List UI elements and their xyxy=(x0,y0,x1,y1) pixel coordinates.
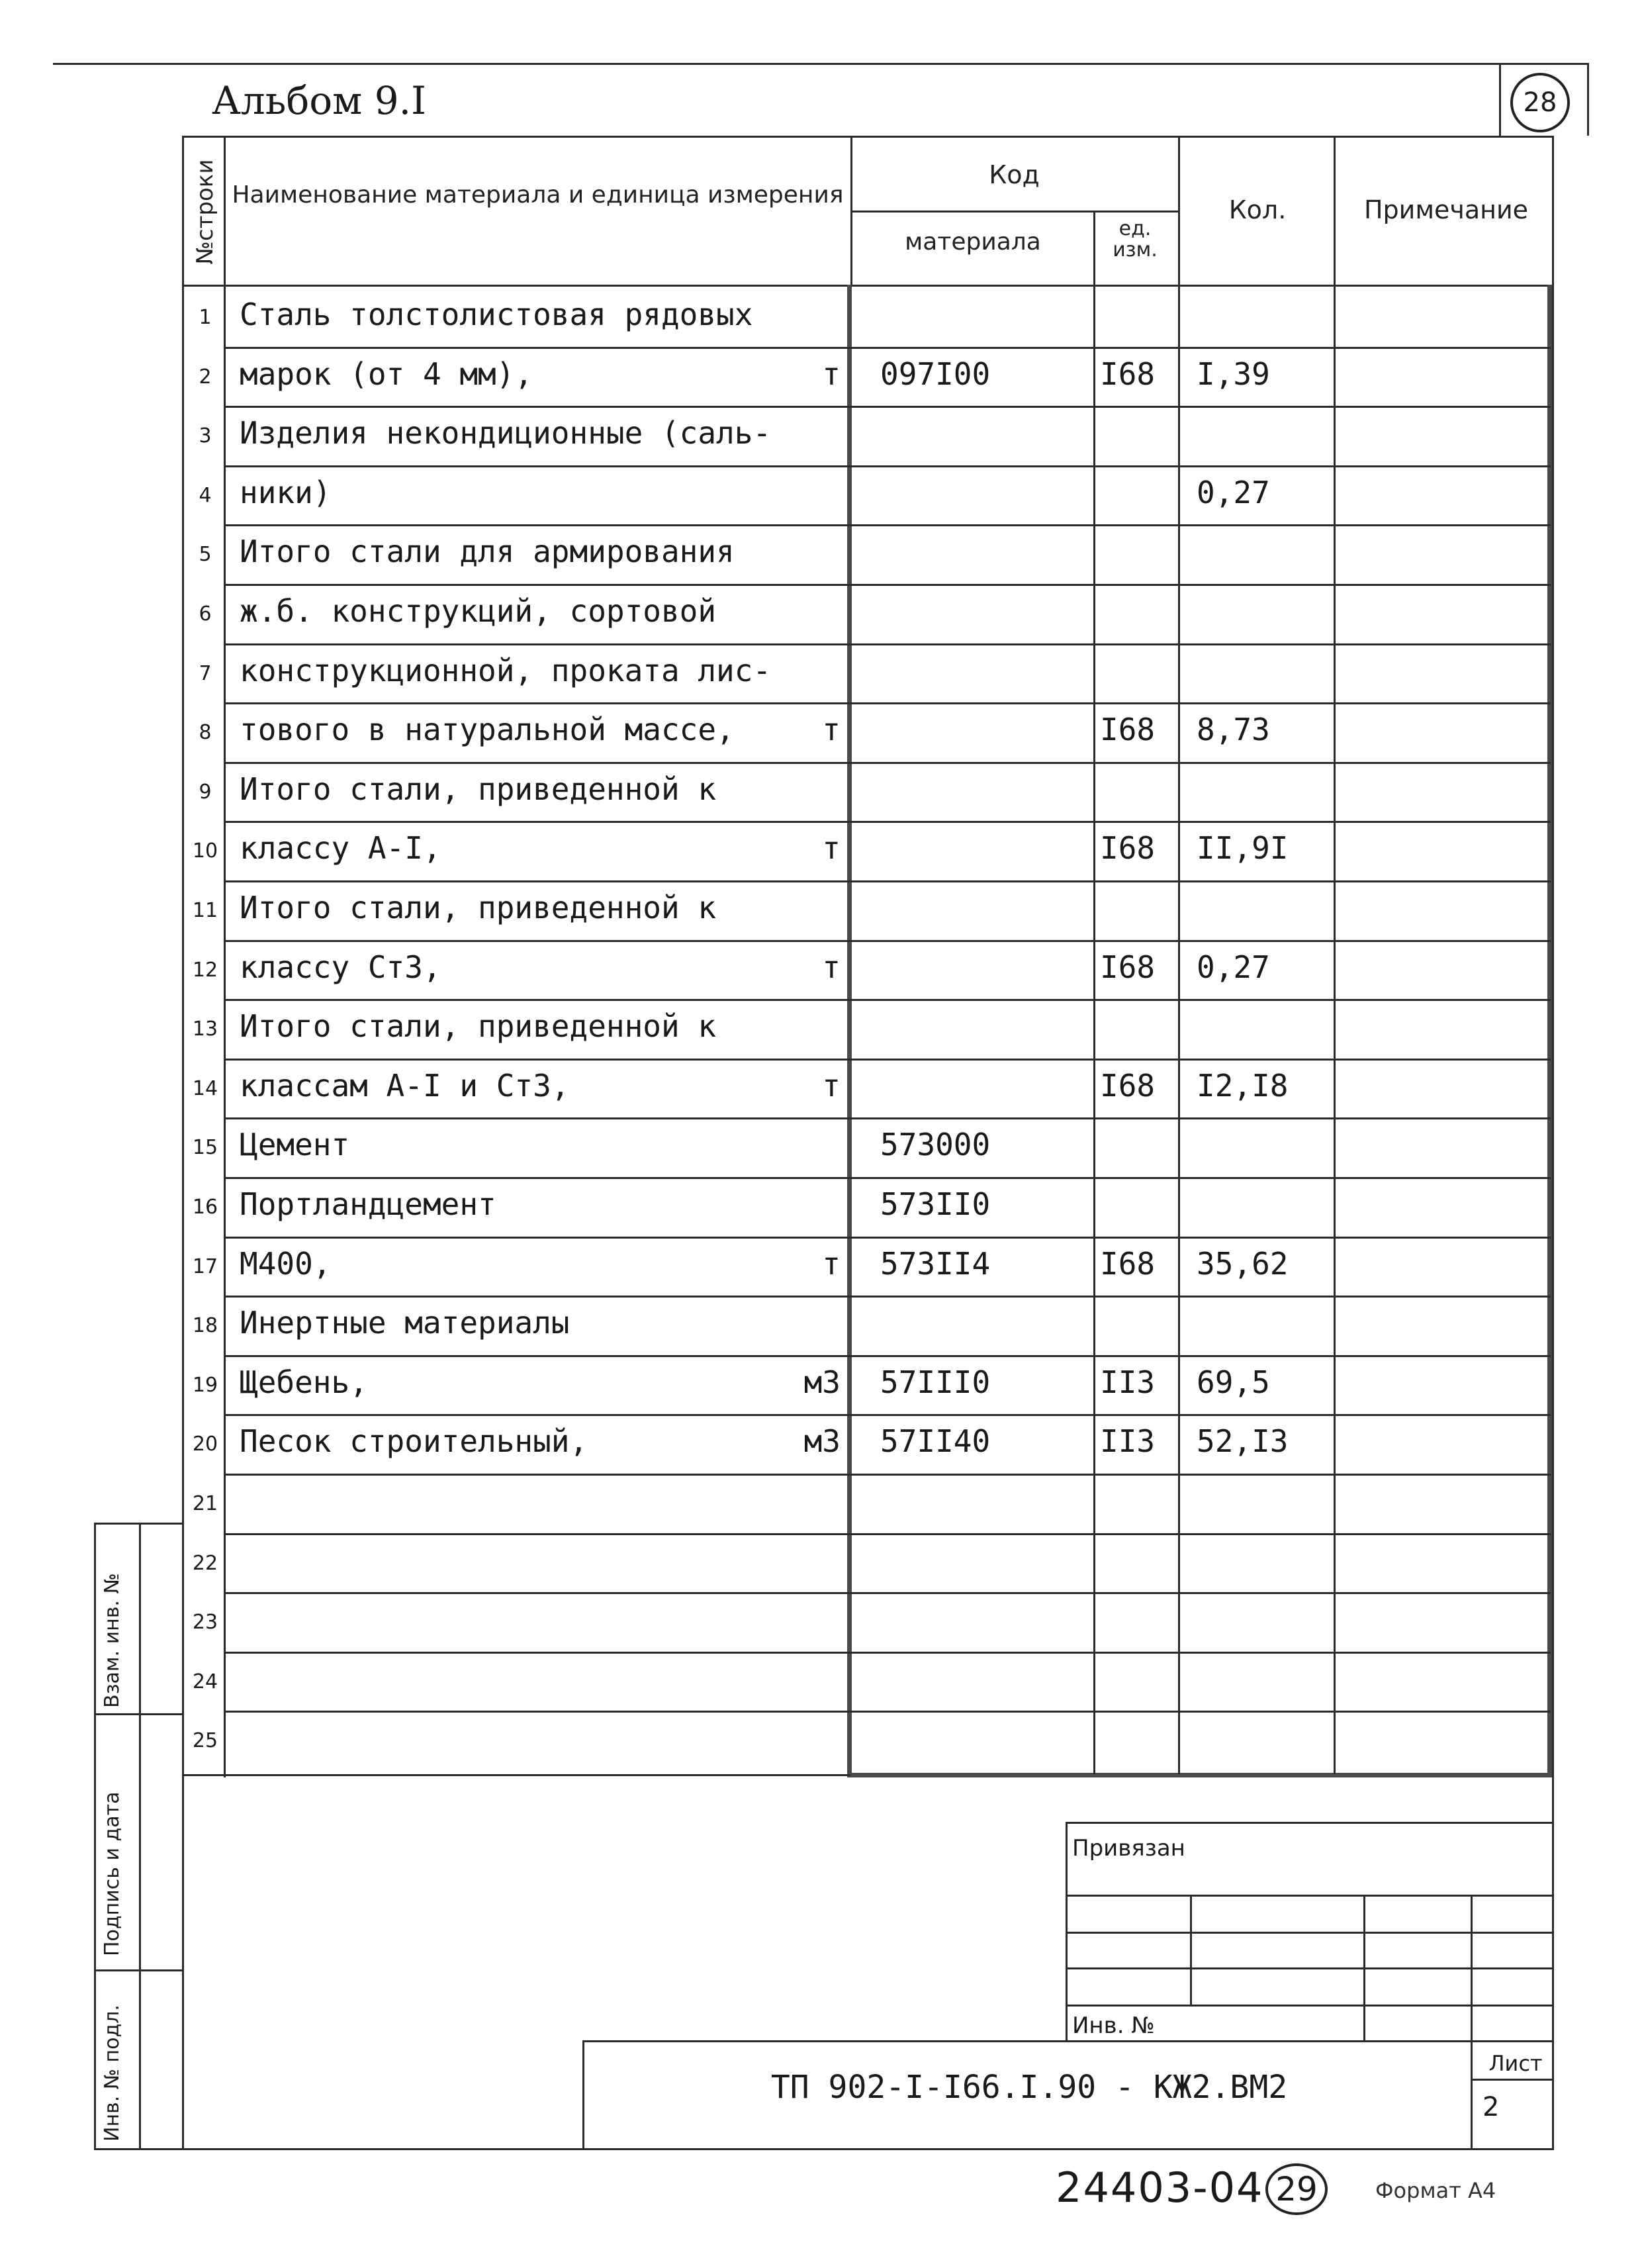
row-number: 18 xyxy=(192,1314,218,1338)
sheet-number-circle: 28 xyxy=(1510,73,1570,132)
unit-label: м3 xyxy=(803,1423,841,1460)
unit-label: м3 xyxy=(803,1364,841,1400)
header-note: Примечание xyxy=(1363,195,1529,224)
material-name: тового в натуральной массе, xyxy=(240,712,735,748)
row-number: 8 xyxy=(199,721,212,745)
row-divider xyxy=(224,940,1551,942)
row-number: 14 xyxy=(192,1076,218,1100)
row-number: 3 xyxy=(199,424,212,448)
row-divider xyxy=(224,1355,1551,1357)
quantity-value: 35,62 xyxy=(1197,1245,1289,1282)
material-code: 57III0 xyxy=(880,1364,991,1400)
material-name: Итого стали, приведенной к xyxy=(240,771,717,807)
unit-code: I68 xyxy=(1100,949,1156,985)
row-divider xyxy=(224,584,1551,586)
unit-label: т xyxy=(822,949,841,985)
sheet-label: Лист xyxy=(1488,2051,1543,2076)
unit-label: т xyxy=(822,1067,841,1104)
header-unit-code: ед. изм. xyxy=(1113,217,1158,261)
quantity-value: I,39 xyxy=(1197,355,1270,392)
row-divider xyxy=(224,999,1551,1001)
header-code: Код xyxy=(989,160,1040,189)
document-code: ТП 902-I-I66.I.90 - КЖ2.ВМ2 xyxy=(770,2069,1288,2106)
stamp-inv-label: Инв. № xyxy=(1072,2012,1155,2039)
row-divider xyxy=(224,821,1551,823)
row-number: 5 xyxy=(199,543,212,567)
row-number: 15 xyxy=(192,1136,218,1160)
material-name: Песок строительный, xyxy=(240,1423,588,1460)
row-divider xyxy=(224,1059,1551,1061)
row-number: 1 xyxy=(199,306,212,329)
material-name: Сталь толстолистовая рядовых xyxy=(240,297,753,332)
row-divider xyxy=(224,524,1551,526)
row-number: 22 xyxy=(192,1551,218,1575)
row-number: 6 xyxy=(199,602,212,626)
material-code: 573II4 xyxy=(880,1245,991,1282)
row-divider xyxy=(224,643,1551,645)
row-number: 9 xyxy=(199,780,212,804)
material-name: Итого стали, приведенной к xyxy=(240,1008,717,1045)
row-divider xyxy=(224,347,1551,349)
row-number: 21 xyxy=(192,1492,218,1515)
row-divider xyxy=(224,406,1551,408)
archive-number: 24403-04 xyxy=(1056,2163,1264,2212)
material-code: 57II40 xyxy=(880,1423,991,1460)
row-number: 13 xyxy=(192,1017,218,1041)
material-name: Итого стали для армирования xyxy=(240,534,735,570)
row-number: 19 xyxy=(192,1373,218,1397)
material-name: марок (от 4 мм), xyxy=(240,355,533,392)
quantity-value: 69,5 xyxy=(1197,1364,1270,1400)
side-label-signature-date: Подпись и дата xyxy=(101,1791,124,1956)
row-divider xyxy=(224,1592,1551,1594)
material-name: Инертные материалы xyxy=(240,1305,570,1341)
unit-code: I68 xyxy=(1100,1067,1156,1104)
material-name: ж.б. конструкций, сортовой xyxy=(240,593,717,629)
row-divider xyxy=(224,1237,1551,1239)
unit-label: т xyxy=(822,830,841,867)
row-number: 24 xyxy=(192,1670,218,1693)
row-divider xyxy=(224,880,1551,882)
material-code: 573II0 xyxy=(880,1186,991,1222)
material-name: ники) xyxy=(240,474,332,510)
quantity-value: 52,I3 xyxy=(1197,1423,1289,1460)
row-number: 20 xyxy=(192,1433,218,1456)
unit-label: т xyxy=(822,712,841,748)
side-label-replace-inv: Взам. инв. № xyxy=(101,1573,124,1708)
unit-code: I68 xyxy=(1100,712,1156,748)
row-number: 4 xyxy=(199,483,212,507)
row-divider xyxy=(224,1711,1551,1713)
format-label: Формат А4 xyxy=(1375,2178,1496,2203)
row-divider xyxy=(224,1117,1551,1119)
row-number: 25 xyxy=(192,1729,218,1753)
side-label-original-inv: Инв. № подл. xyxy=(101,2005,124,2142)
header-material-code: материала xyxy=(905,228,1041,256)
row-number: 17 xyxy=(192,1254,218,1278)
row-divider xyxy=(224,702,1551,704)
material-name: классу Ст3, xyxy=(240,949,441,985)
album-title: Альбом 9.I xyxy=(212,78,426,123)
material-name: классам А-I и Ст3, xyxy=(240,1067,570,1104)
row-divider xyxy=(224,762,1551,764)
material-code: 097I00 xyxy=(880,355,991,392)
row-divider xyxy=(224,1296,1551,1298)
sheet-number: 2 xyxy=(1482,2092,1500,2122)
header-quantity: Кол. xyxy=(1228,195,1287,224)
material-name: Щебень, xyxy=(240,1364,368,1400)
unit-code: II3 xyxy=(1100,1364,1156,1400)
row-divider xyxy=(224,1414,1551,1416)
quantity-value: 0,27 xyxy=(1197,949,1270,985)
row-divider xyxy=(224,1652,1551,1654)
material-name: М400, xyxy=(240,1245,332,1282)
unit-code: I68 xyxy=(1100,830,1156,867)
row-number: 2 xyxy=(199,365,212,389)
quantity-value: I2,I8 xyxy=(1197,1067,1289,1104)
row-divider xyxy=(224,1474,1551,1476)
row-number: 23 xyxy=(192,1611,218,1634)
unit-code: II3 xyxy=(1100,1423,1156,1460)
row-number: 10 xyxy=(192,839,218,863)
row-divider xyxy=(224,1177,1551,1179)
archive-circle: 29 xyxy=(1265,2163,1328,2215)
unit-label: т xyxy=(822,355,841,392)
unit-code: I68 xyxy=(1100,355,1156,392)
material-name: Цемент xyxy=(240,1127,350,1163)
header-material-name: Наименование материала и единица измерения xyxy=(232,181,844,209)
row-number: 12 xyxy=(192,958,218,982)
row-number: 16 xyxy=(192,1196,218,1219)
row-number: 11 xyxy=(192,899,218,922)
material-name: классу А-I, xyxy=(240,830,441,867)
row-divider xyxy=(224,1533,1551,1535)
quantity-value: 0,27 xyxy=(1197,474,1270,510)
unit-label: т xyxy=(822,1245,841,1282)
material-code: 573000 xyxy=(880,1127,991,1163)
stamp-bound-label: Привязан xyxy=(1072,1835,1185,1862)
material-name: конструкционной, проката лис- xyxy=(240,652,772,688)
row-divider xyxy=(224,465,1551,467)
material-name: Итого стали, приведенной к xyxy=(240,890,717,925)
quantity-value: II,9I xyxy=(1197,830,1289,867)
material-name: Портландцемент xyxy=(240,1186,496,1222)
header-row-number: №строки xyxy=(192,159,218,265)
unit-code: I68 xyxy=(1100,1245,1156,1282)
material-name: Изделия некондиционные (саль- xyxy=(240,415,772,451)
quantity-value: 8,73 xyxy=(1197,712,1270,748)
row-number: 7 xyxy=(199,661,212,685)
